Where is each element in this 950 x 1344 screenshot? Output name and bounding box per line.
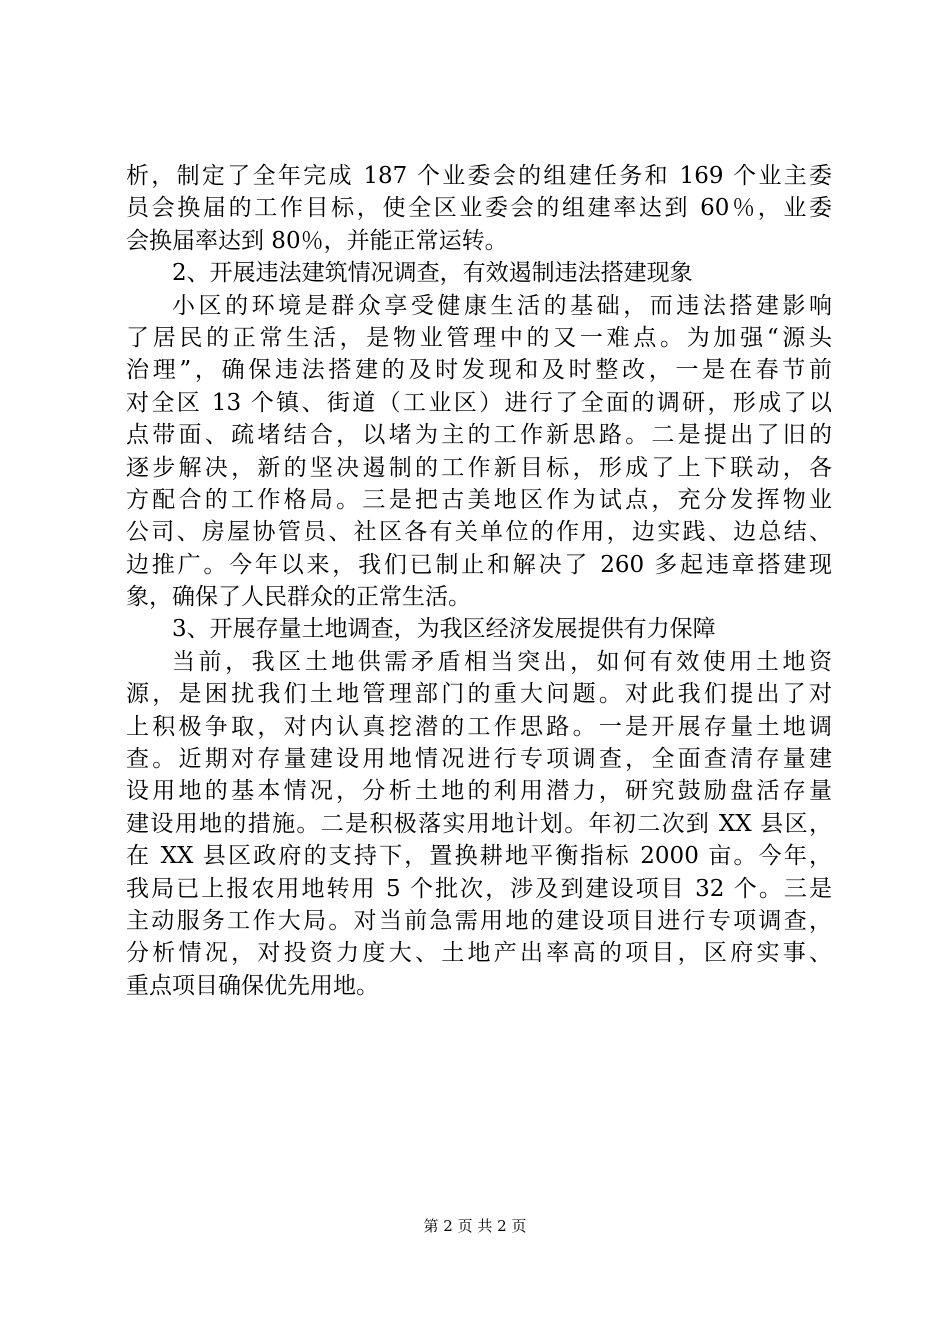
text-line: 查。近期对存量建设用地情况进行专项调查，全面查清存量建 bbox=[126, 746, 832, 773]
text-line: 对全区 13 个镇、街道（工业区）进行了全面的调研，形成了以 bbox=[126, 389, 832, 416]
text-line: 上积极争取，对内认真挖潜的工作思路。一是开展存量土地调 bbox=[126, 713, 832, 740]
text-line: 了居民的正常生活，是物业管理中的又一难点。为加强“源头 bbox=[126, 324, 832, 351]
text-line: 员会换届的工作目标，使全区业委会的组建率达到 60％，业委 bbox=[126, 195, 832, 222]
text-line: 点带面、疏堵结合，以堵为主的工作新思路。二是提出了旧的 bbox=[126, 422, 832, 449]
document-body bbox=[126, 160, 832, 1002]
text-line: 会换届率达到 80％，并能正常运转。 bbox=[126, 227, 508, 254]
text-line: 治理”，确保违法搭建的及时发现和及时整改，一是在春节前 bbox=[126, 357, 832, 384]
text-line: 逐步解决，新的坚决遏制的工作新目标，形成了上下联动，各 bbox=[126, 454, 832, 481]
text-line: 建设用地的措施。二是积极落实用地计划。年初二次到 XX 县区， bbox=[126, 810, 832, 837]
text-line: 象，确保了人民群众的正常生活。 bbox=[126, 584, 471, 611]
text-line: 方配合的工作格局。三是把古美地区作为试点，充分发挥物业 bbox=[126, 486, 832, 513]
text-line: 重点项目确保优先用地。 bbox=[126, 972, 379, 999]
text-line: 边推广。今年以来，我们已制止和解决了 260 多起违章搭建现 bbox=[126, 551, 832, 578]
section-heading: 3、开展存量土地调查，为我区经济发展提供有力保障 bbox=[172, 616, 716, 643]
text-line: 我局已上报农用地转用 5 个批次，涉及到建设项目 32 个。三是 bbox=[126, 875, 832, 902]
text-line: 分析情况，对投资力度大、土地产出率高的项目，区府实事、 bbox=[126, 940, 832, 967]
page-footer bbox=[0, 1216, 950, 1236]
text-line: 小区的环境是群众享受健康生活的基础，而违法搭建影响 bbox=[172, 292, 832, 319]
text-line: 设用地的基本情况，分析土地的利用潜力，研究鼓励盘活存量 bbox=[126, 778, 832, 805]
text-line: 主动服务工作大局。对当前急需用地的建设项目进行专项调查， bbox=[126, 907, 832, 934]
text-line: 源，是困扰我们土地管理部门的重大问题。对此我们提出了对 bbox=[126, 681, 832, 708]
text-line: 公司、房屋协管员、社区各有关单位的作用，边实践、边总结、 bbox=[126, 519, 832, 546]
text-line: 当前，我区土地供需矛盾相当突出，如何有效使用土地资 bbox=[172, 648, 832, 675]
text-line: 在 XX 县区政府的支持下，置换耕地平衡指标 2000 亩。今年， bbox=[126, 843, 832, 870]
page-number: 第 2 页 共 2 页 bbox=[423, 1217, 527, 1235]
section-heading: 2、开展违法建筑情况调查，有效遏制违法搭建现象 bbox=[172, 260, 693, 287]
text-line: 析，制定了全年完成 187 个业委会的组建任务和 169 个业主委 bbox=[126, 163, 832, 189]
